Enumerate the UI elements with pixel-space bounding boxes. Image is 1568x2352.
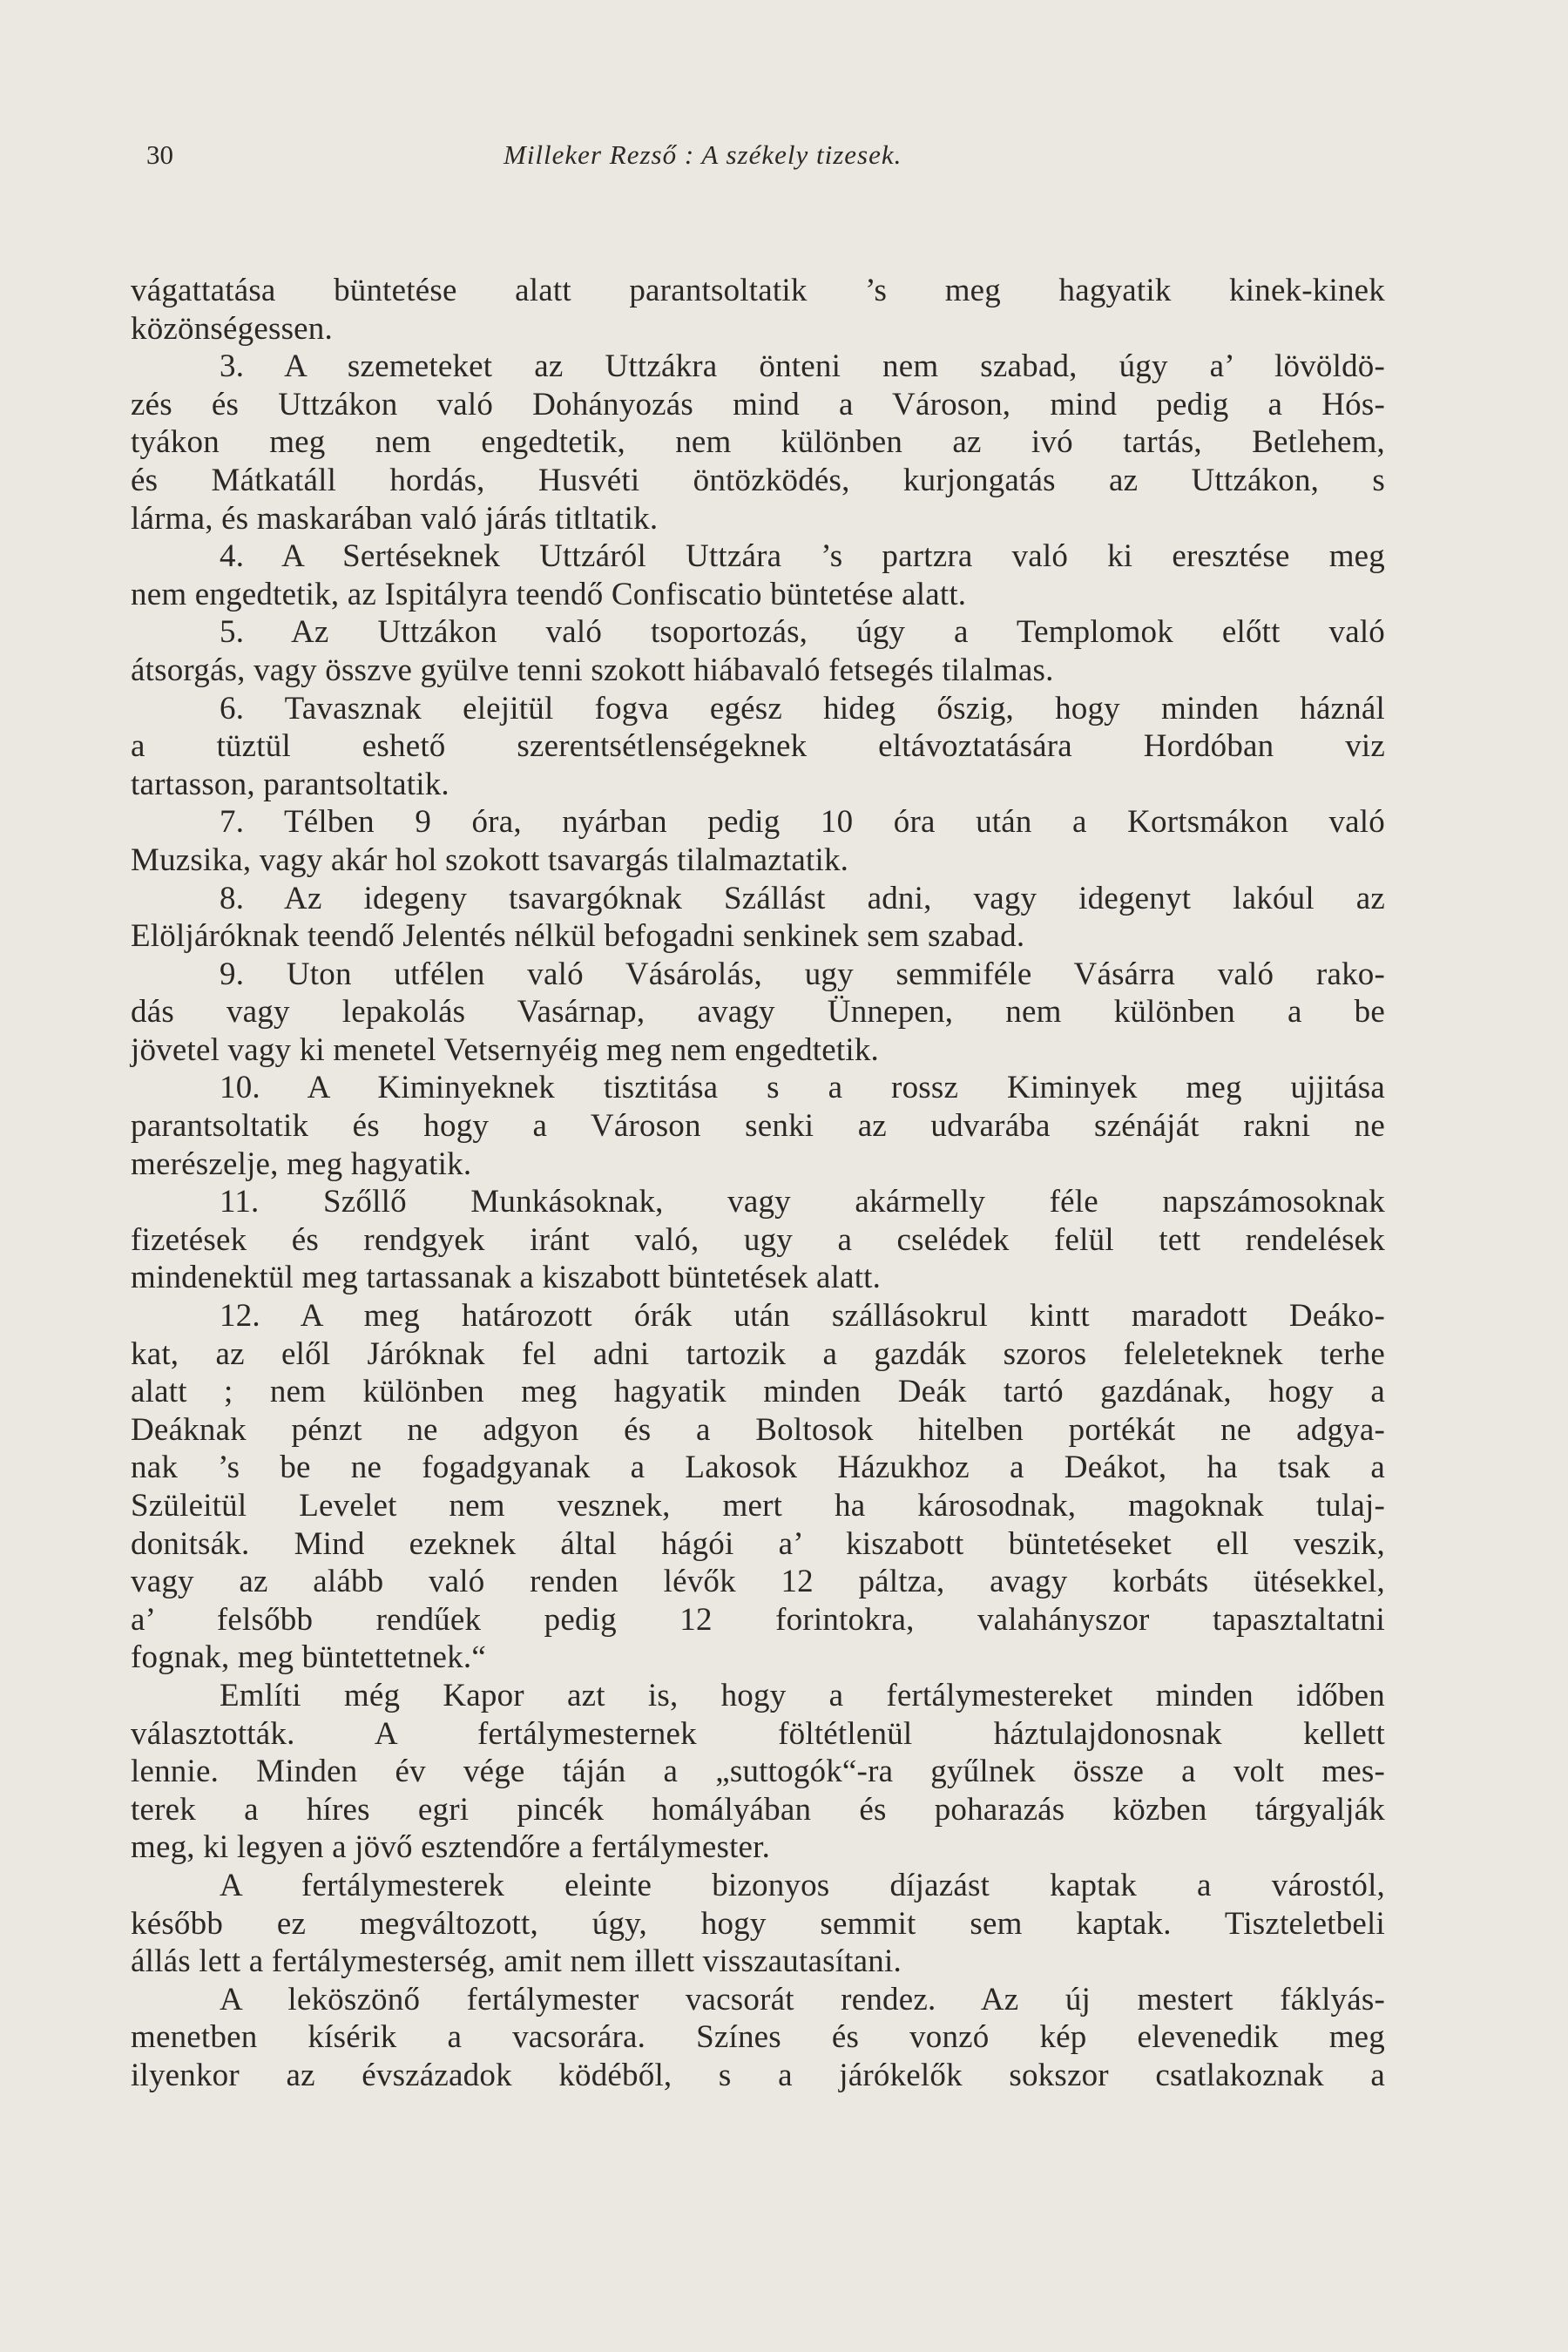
- text-line: átsorgás, vagy összve gyülve tenni szokott hiábavaló fetsegés tilalmas.: [131, 652, 1054, 688]
- text-line: Elöljáróknak teendő Jelentés nélkül befogadni senkinek sem szabad.: [131, 918, 1025, 955]
- text-line: állás lett a fertálymesterség, amit nem illett visszautasítani.: [131, 1943, 902, 1980]
- text-line: kat, az elől Járóknak fel adni tartozik a gazdák szoros feleleteknek terhe: [131, 1335, 1385, 1372]
- running-head: [146, 139, 1436, 183]
- text-line: dás vagy lepakolás Vasárnap, avagy Ünnepen, nem különben a be: [131, 994, 1385, 1031]
- text-line: menetben kísérik a vacsorára. Színes és vonzó kép elevenedik meg: [131, 2019, 1385, 2056]
- text-line: a’ felsőbb rendűek pedig 12 forintokra, valahányszor tapasztaltatni: [131, 1601, 1385, 1638]
- text-line: 5. Az Uttzákon való tsoportozás, úgy a Templomok előtt való: [220, 614, 1385, 651]
- text-line: később ez megváltozott, úgy, hogy semmit sem kaptak. Tiszteletbeli: [131, 1905, 1385, 1942]
- text-line: A fertálymesterek eleinte bizonyos díjazást kaptak a várostól,: [220, 1867, 1385, 1903]
- text-line: mindenektül meg tartassanak a kiszabott büntetések alatt.: [131, 1260, 882, 1296]
- text-line: választották. A fertálymesternek föltétlenül háztulajdonosnak kellett: [131, 1715, 1385, 1752]
- running-title: Milleker Rezső : A székely tizesek.: [504, 139, 902, 170]
- text-line: tyákon meg nem engedtetik, nem különben az ivó tartás, Betlehem,: [131, 424, 1385, 461]
- text-line: a tüztül eshető szerentsétlenségeknek eltávoztatására Hordóban viz: [131, 728, 1385, 765]
- text-line: merészelje, meg hagyatik.: [131, 1146, 472, 1182]
- text-line: terek a híres egri pincék homályában és poharazás közben tárgyalják: [131, 1791, 1385, 1828]
- text-line: alatt ; nem különben meg hagyatik minden Deák tartó gazdának, hogy a: [131, 1374, 1385, 1410]
- text-line: 12. A meg határozott órák után szállásokrul kintt maradott Deáko-: [220, 1298, 1385, 1335]
- page-number: 30: [146, 139, 173, 170]
- text-line: lárma, és maskarában való járás titltatik.: [131, 500, 659, 537]
- text-line: 9. Uton utfélen való Vásárolás, ugy semmiféle Vásárra való rako-: [220, 956, 1385, 992]
- text-line: nem engedtetik, az Ispitályra teendő Confiscatio büntetése alatt.: [131, 576, 967, 612]
- text-line: 11. Szőllő Munkásoknak, vagy akármelly féle napszámosoknak: [220, 1184, 1385, 1220]
- text-line: tartasson, parantsoltatik.: [131, 766, 449, 802]
- text-line: 7. Télben 9 óra, nyárban pedig 10 óra után a Kortsmákon való: [220, 804, 1385, 841]
- text-line: vagy az alább való renden lévők 12 páltza, avagy korbáts ütésekkel,: [131, 1564, 1385, 1600]
- text-line: meg, ki legyen a jövő esztendőre a fertálymester.: [131, 1829, 771, 1866]
- text-line: A leköszönő fertálymester vacsorát rendez. Az új mestert fáklyás-: [220, 1981, 1385, 2017]
- text-line: vágattatása büntetése alatt parantsoltatik ’s meg hagyatik kinek-kinek: [131, 273, 1385, 308]
- text-line: nak ’s be ne fogadgyanak a Lakosok Házukhoz a Deákot, ha tsak a: [131, 1450, 1385, 1486]
- text-line: 10. A Kiminyeknek tisztitása s a rossz Kiminyek meg ujjitása: [220, 1070, 1385, 1106]
- text-line: Muzsika, vagy akár hol szokott tsavargás tilalmaztatik.: [131, 841, 849, 878]
- text-line: fognak, meg büntettetnek.“: [131, 1639, 486, 1676]
- text-line: Említi még Kapor azt is, hogy a fertálymestereket minden időben: [220, 1677, 1385, 1713]
- text-line: 3. A szemeteket az Uttzákra önteni nem szabad, úgy a’ lövöldö-: [220, 348, 1385, 385]
- text-line: Deáknak pénzt ne adgyon és a Boltosok hitelben portékát ne adgya-: [131, 1411, 1385, 1448]
- text-line: 6. Tavasznak elejitül fogva egész hideg őszig, hogy minden háznál: [220, 690, 1385, 727]
- text-line: Szüleitül Levelet nem vesznek, mert ha károsodnak, magoknak tulaj-: [131, 1488, 1385, 1524]
- text-line: 4. A Sertéseknek Uttzáról Uttzára ’s partzra való ki eresztése meg: [220, 538, 1385, 575]
- text-line: jövetel vagy ki menetel Vetsernyéig meg nem engedtetik.: [131, 1031, 880, 1068]
- text-line: közönségessen.: [131, 310, 333, 347]
- text-line: donitsák. Mind ezeknek által hágói a’ kiszabott büntetéseket ell veszik,: [131, 1525, 1385, 1562]
- text-line: parantsoltatik és hogy a Városon senki az udvarába szénáját rakni ne: [131, 1108, 1385, 1145]
- text-line: fizetések és rendgyek iránt való, ugy a cselédek felül tett rendelések: [131, 1221, 1385, 1258]
- text-line: zés és Uttzákon való Dohányozás mind a Városon, mind pedig a Hós-: [131, 386, 1385, 422]
- text-line: ilyenkor az évszázadok ködéből, s a járókelők sokszor csatlakoznak a: [131, 2057, 1385, 2093]
- body-text: [131, 272, 1385, 2095]
- text-line: és Mátkatáll hordás, Husvéti öntözködés, kurjongatás az Uttzákon, s: [131, 462, 1385, 498]
- text-line: 8. Az idegeny tsavargóknak Szállást adni, vagy idegenyt lakóul az: [220, 880, 1385, 916]
- text-line: lennie. Minden év vége táján a „suttogók“-ra gyűlnek össze a volt mes-: [131, 1754, 1385, 1790]
